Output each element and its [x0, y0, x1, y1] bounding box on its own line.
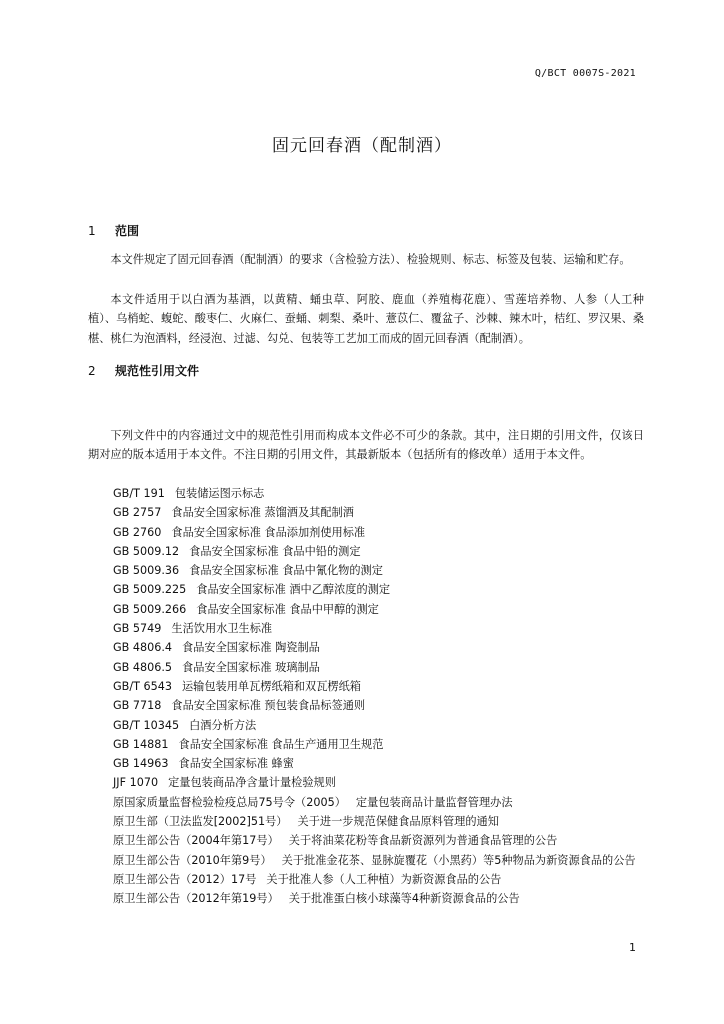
reference-title: 关于批准人参（人工种植）为新资源食品的公告 — [266, 872, 502, 886]
reference-title: 食品安全国家标准 食品中甲醇的测定 — [196, 602, 379, 616]
reference-item — [88, 716, 644, 735]
page-number: 1 — [629, 941, 636, 954]
reference-title: 生活饮用水卫生标准 — [171, 622, 273, 636]
reference-item — [88, 677, 644, 696]
reference-title: 定量包装商品计量监督管理办法 — [355, 795, 513, 809]
reference-code: 原卫生部公告（2010年第9号） — [113, 853, 272, 867]
reference-title: 食品安全国家标准 食品中氰化物的测定 — [189, 564, 383, 578]
reference-item — [88, 831, 644, 850]
reference-title: 食品安全国家标准 预包装食品标签通则 — [171, 699, 366, 713]
reference-title: 白酒分析方法 — [189, 718, 257, 732]
section-number: 1 — [88, 224, 96, 238]
reference-item — [88, 658, 644, 677]
reference-title: 定量包装商品净含量计量检验规则 — [168, 776, 336, 790]
reference-item — [88, 600, 644, 619]
reference-item — [88, 696, 644, 715]
reference-code: GB 4806.4 — [113, 641, 173, 655]
reference-item — [88, 754, 644, 773]
reference-title: 食品安全国家标准 酒中乙醇浓度的测定 — [196, 583, 391, 597]
reference-item — [88, 870, 644, 889]
section-2-heading — [88, 362, 199, 379]
reference-item — [88, 542, 644, 561]
reference-item — [88, 793, 644, 812]
reference-code: GB 5009.36 — [113, 564, 180, 578]
section-title: 范围 — [115, 224, 140, 238]
reference-code: 原卫生部公告（2004年第17号） — [113, 834, 279, 848]
reference-item — [88, 503, 644, 522]
reference-title: 运输包装用单瓦楞纸箱和双瓦楞纸箱 — [181, 679, 361, 693]
reference-item — [88, 851, 644, 870]
reference-item — [88, 638, 644, 657]
reference-code: GB 4806.5 — [113, 660, 173, 674]
reference-code: GB 7718 — [113, 699, 162, 713]
reference-code: 原卫生部公告（2012）17号 — [113, 872, 257, 886]
scope-paragraph-1: 本文件规定了固元回春酒（配制酒）的要求（含检验方法）、检验规则、标志、标签及包装、运输和贮存。 — [110, 253, 631, 266]
reference-code: 原卫生部（卫法监发[2002]51号） — [113, 815, 288, 829]
reference-code: GB 14881 — [113, 737, 169, 751]
document-code: Q/BCT 0007S-2021 — [534, 68, 636, 79]
reference-code: GB 2757 — [113, 506, 162, 520]
references-intro: 下列文件中的内容通过文中的规范性引用而构成本文件必不可少的条款。其中，注日期的引用文件，仅该日期对应的版本适用于本文件。不注日期的引用文件，其最新版本（包括所有的修改单）适用于本文件。 — [88, 429, 644, 462]
reference-title: 食品安全国家标准 玻璃制品 — [182, 660, 320, 674]
reference-item — [88, 580, 644, 599]
reference-item — [88, 619, 644, 638]
reference-code: GB/T 6543 — [113, 679, 172, 693]
reference-code: GB 5009.12 — [113, 544, 180, 558]
reference-item — [88, 812, 644, 831]
reference-title: 食品安全国家标准 食品添加剂使用标准 — [171, 525, 366, 539]
reference-title: 关于将油菜花粉等食品新资源列为普通食品管理的公告 — [288, 834, 558, 848]
section-title: 规范性引用文件 — [115, 364, 200, 378]
reference-title: 食品安全国家标准 蜂蜜 — [178, 757, 294, 771]
scope-paragraph-2: 本文件适用于以白酒为基酒，以黄精、蛹虫草、阿胶、鹿血（养殖梅花鹿）、雪莲培养物、人参（人工种植）、乌梢蛇、蝮蛇、酸枣仁、火麻仁、蚕蛹、刺梨、桑叶、薏苡仁、覆盆子、沙棘、辣木叶，桔红、罗汉果、桑椹、桃仁为泡酒料，经浸泡、过滤、勾兑、包装等工艺加工而成的固元回春酒（配制酒）。 — [88, 293, 644, 345]
reference-title: 关于进一步规范保健食品原料管理的通知 — [297, 815, 499, 829]
reference-code: GB/T 10345 — [113, 718, 180, 732]
reference-code: 原国家质量监督检验检疫总局75号令（2005） — [113, 795, 346, 809]
reference-title: 食品安全国家标准 食品中铅的测定 — [189, 544, 361, 558]
reference-item — [88, 484, 644, 503]
document-title: 固元回春酒（配制酒） — [272, 136, 452, 156]
section-number: 2 — [88, 364, 96, 378]
reference-title: 食品安全国家标准 陶瓷制品 — [182, 641, 320, 655]
reference-title: 食品安全国家标准 蒸馏酒及其配制酒 — [171, 506, 354, 520]
reference-code: GB 5009.266 — [113, 602, 187, 616]
section-1-heading — [88, 222, 139, 239]
reference-code: 原卫生部公告（2012年第19号） — [113, 892, 279, 906]
reference-title: 包装储运图示标志 — [174, 487, 265, 500]
reference-code: JJF 1070 — [113, 776, 159, 790]
reference-title: 关于批准蛋白核小球藻等4种新资源食品的公告 — [288, 892, 520, 906]
reference-list — [88, 484, 644, 909]
reference-code: GB 2760 — [113, 525, 162, 539]
reference-title: 关于批准金花茶、显脉旋覆花（小黑药）等5种物品为新资源食品的公告 — [281, 853, 636, 867]
reference-code: GB 14963 — [113, 757, 169, 771]
reference-title: 食品安全国家标准 食品生产通用卫生规范 — [178, 737, 384, 751]
reference-item — [88, 889, 644, 908]
reference-code: GB/T 191 — [113, 487, 165, 500]
reference-item — [88, 773, 644, 792]
reference-item — [88, 523, 644, 542]
reference-item — [88, 561, 644, 580]
reference-item — [88, 735, 644, 754]
reference-code: GB 5749 — [113, 622, 162, 636]
reference-code: GB 5009.225 — [113, 583, 187, 597]
